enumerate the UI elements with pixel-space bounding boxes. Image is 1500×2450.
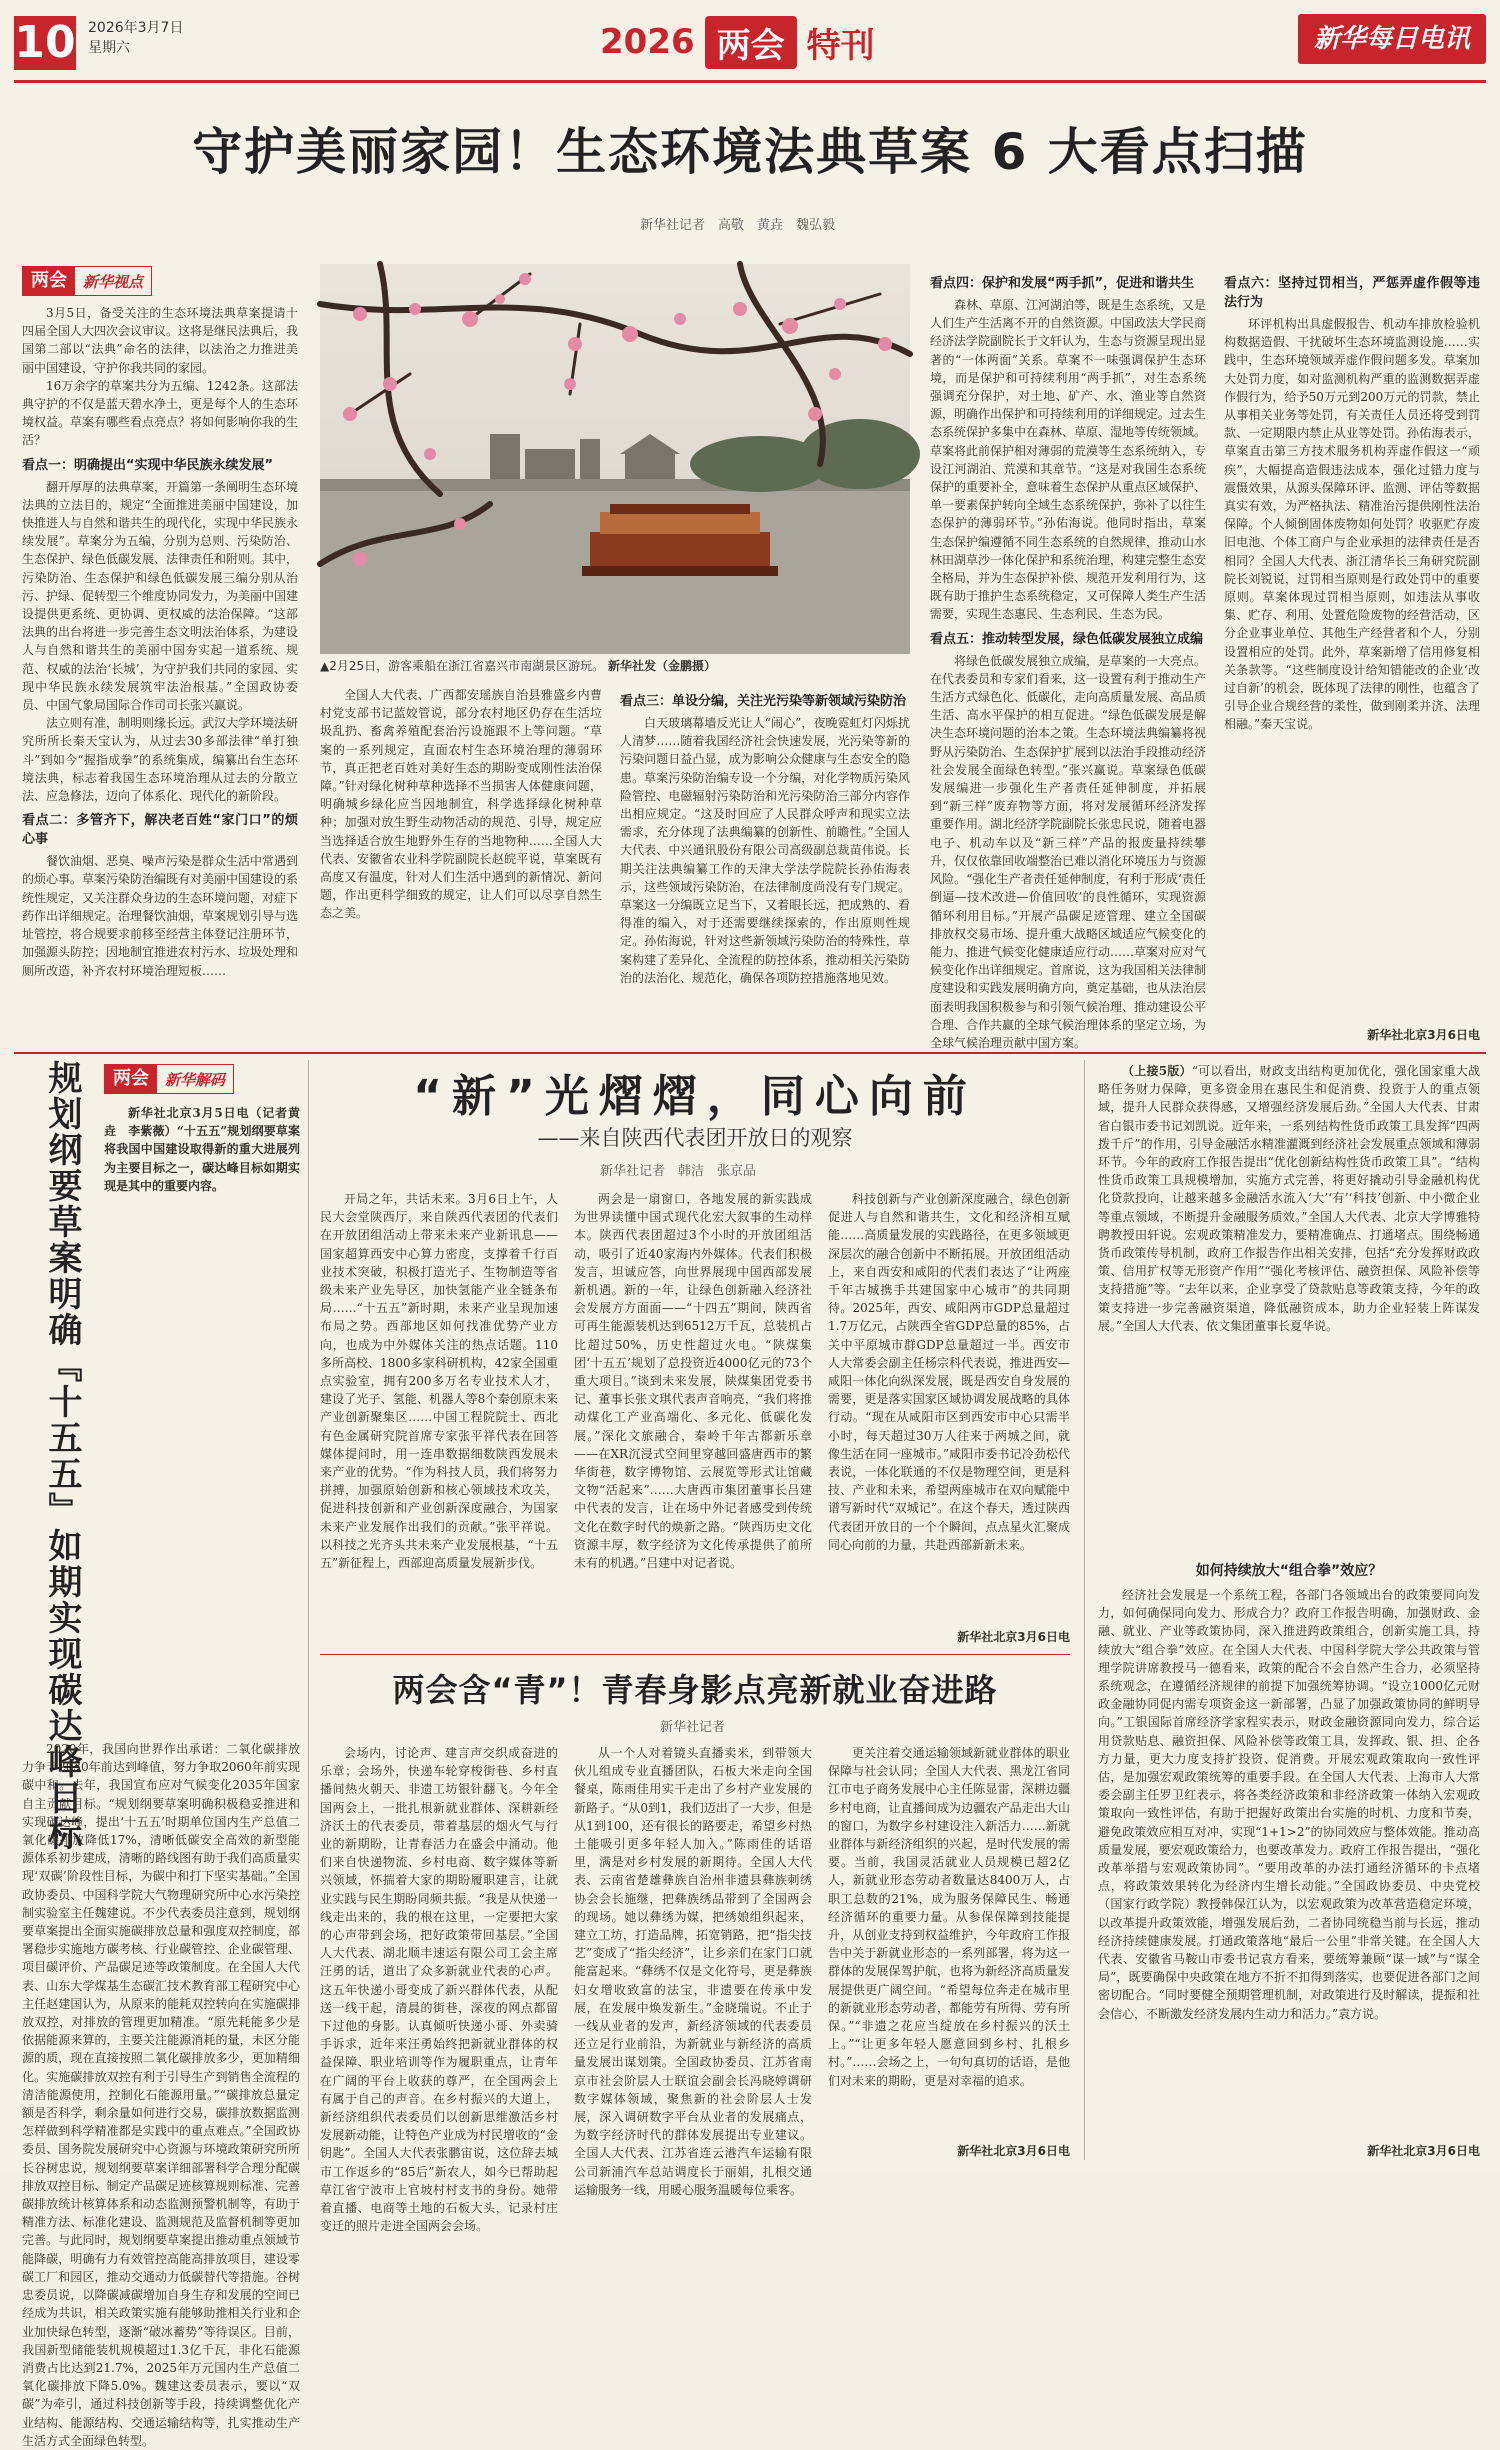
- article1-col2-text: 全国人大代表、广西都安瑶族自治县雅盛乡内曹村党支部书记蓝姣管说，部分农村地区仍存在生活垃圾乱扔、畜禽养殖配套治污设施跟不上等问题。“草案的一系列规定，直面农村生态环境治理的薄弱环节，真正把老百姓对美好生态的期盼变成刚性法治保障。”针对绿化树种草种选择不当损害人体健康问题，明确城乡绿化应当因地制宜，科学选择绿化树种草种；加强对放生野生动物活动的规范、引导，规定应当选择适合放生地野外生存的当地物种……全国人大代表、安徽省农业科学院副院长赵皖平说，草案既有高度又有温度，针对人们生活中遇到的新情况、新问题，作出更科学细致的规定，让人们可以尽享自然生态之美。: [320, 688, 602, 921]
- date-text: 2026年3月7日: [88, 20, 184, 36]
- article4-sign: 新华社北京3月6日电: [957, 2144, 1070, 2158]
- article1-intro2: 16万余字的草案共分为五编、1242条。这部法典守护的不仅是蓝天碧水净土，更是每个人的生态环境权益。草案有哪些看点亮点？将如何影响你我的生活？: [22, 378, 299, 448]
- article1-point1-text2: 法立则有准，制明则缘长远。武汉大学环境法研究所所长秦天宝认为，从过去30多部法律“单打独斗”到如今“握指成拳”的系统集成，编纂出台生态环境法典，标志着我国生态环境治理从过去的分散立法、应急修法，迈向了体系化、现代化的新阶段。: [22, 716, 299, 804]
- tag-column: 新华解码: [165, 1070, 226, 1089]
- column-divider: [308, 1060, 309, 2160]
- article1-point2-title: 看点二：多管齐下，解决老百姓“家门口”的烦心事: [22, 813, 298, 848]
- banner-lianghui: 两会: [705, 16, 797, 69]
- article4-text2: 从一个人对着镜头直播卖米，到带领大伙儿组成专业直播团队，石板大米走向全国餐桌，陈雨佳用实干走出了乡村产业发展的新路子。“从0到1，我们迈出了一大步，但是从1到100，还有很长的路要走，希望乡村热土能吸引更多年轻人加入。”陈雨佳的话语里，满是对乡村发展的新期待。全国人大代表、云南省楚雄彝族自治州非遗县彝族刺绣协会会长施继，把彝族绣品带到了全国两会的现场。她以彝绣为媒，把绣娘组织起来，建立工坊，打造品牌，拓宽销路，把“指尖技艺”变成了“指尖经济”，让乡亲们在家门口就能富起来。“彝绣不仅是文化符号，更是彝族妇女增收致富的法宝，非遗要在传承中发展，在发展中焕发新生。”金晓瑞说。不止于一线从业者的发声，新经济领域的代表委员还立足行业前沿，为新就业与新经济的高质量发展出谋划策。全国政协委员、江苏省南京市社会阶层人士联谊会副会长冯晓婷调研数字媒体领域，聚焦新的社会阶层人士发展，深入调研数字平台从业者的发展痛点，为数字经济时代的群体发展提出专业建议。全国人大代表、江苏省连云港汽车运输有限公司新浦汽车总站调度长于丽娟，扎根交通运输服务一线，用暖心服务温暖每位乘客。: [574, 1746, 812, 2197]
- page-header: [0, 0, 1500, 78]
- article5-subtitle-box: [1098, 1556, 1480, 1582]
- article4-col2: [574, 1744, 812, 2197]
- article1-col1: [22, 226, 298, 1046]
- article3-col3: [828, 1190, 1070, 1626]
- article3-byline: 新华社记者 韩洁 张京品: [600, 1164, 757, 1179]
- section-rule: [14, 1052, 1486, 1054]
- article4-byline: 新华社记者: [660, 1720, 726, 1735]
- article1-point3-title: 看点三：单设分编，关注光污染等新领域污染防治: [620, 694, 907, 709]
- article1-point6-title: 看点六：坚持过罚相当，严惩弄虚作假等违法行为: [1224, 276, 1480, 310]
- article3-subtitle: ——来自陕西代表团开放日的观察: [537, 1126, 853, 1150]
- article1-point3-text: 白天玻璃幕墙反光让人“闹心”，夜晚霓虹灯闪烁扰人清梦……随着我国经济社会快速发展，光污染等新的污染问题日益凸显，成为影响公众健康与生态安全的隐患。草案污染防治编专设一个分编，对化学物质污染风险管控、电磁辐射污染防治和光污染防治三部分内容作出相应规定。“这及时回应了人民群众呼声和现实立法需求，充分体现了法典编纂的创新性、前瞻性。”全国人大代表、中兴通讯股份有限公司高级副总裁苗伟说。长期关注法典编纂工作的天津大学法学院院长孙佑海表示，这些领域污染防治，在法律制度尚没有专门规定。草案这一分编既立足当下，又着眼长远，把成熟的、看得准的编入，对于还需要继续探索的，作出原则性规定。孙佑海说，针对这些新领域污染防治的特殊性，草案构建了差异化、全流程的防控体系，推动相关污染防治的法治化、规范化，确保各项防控措施落地见效。: [620, 716, 910, 985]
- article3-text3: 科技创新与产业创新深度融合，绿色创新促进人与自然和谐共生，文化和经济相互赋能……高质量发展的实践路径，在更多领域更深层次的融合创新中不断拓展。开放团组活动上，来自西安和咸阳的代表们表达了“让两座千年古城携手共建国家中心城市”的共同期待。2025年，西安、咸阳两市GDP总量超过1.7万亿元，占陕西全省GDP总量的85%，占关中平原城市群GDP总量超过一半。西安市人大常委会副主任杨宗科代表说，推进西安—咸阳一体化向纵深发展，既是西安自身发展的需要，更是落实国家区域协调发展战略的具体行动。“现在从咸阳市区到西安市中心只需半小时，每天超过30万人往来于两城之间，就像生活在同一座城市。”咸阳市委书记冷劲松代表说，一体化联通的不仅是物理空间，更是科技、产业和未来，希望两座城市在双向赋能中谱写新时代“双城记”。在这个春天，透过陕西代表团开放日的一个个瞬间，点点星火汇聚成同心向前的力量，共赴西部新新未来。: [828, 1192, 1070, 1552]
- article3-col2: [574, 1190, 812, 1648]
- article5-text2: 经济社会发展是一个系统工程，各部门各领域出台的政策要同向发力，如何确保同向发力、形成合力？政府工作报告明确，加强财政、金融、就业、产业等政策协同，深入推进跨政策组合，创新实施工具，持续放大“组合拳”效应。在全国人大代表、中国科学院大学公共政策与管理学院讲席教授马一德看来，政策的配合不会自然产生合力，必须坚持系统观念，在遵循经济规律的前提下加强统筹协调。“设立1000亿元财政金融协同促内需专项资金这一新部署，凸显了加强政策协同的鲜明导向。”工银国际首席经济学家程实表示，财政金融资源同向发力，综合运用贷款贴息、融资担保、风险补偿等政策工具，发挥政、银、担、企各方力量，更大力度支持扩投资、促消费。开展宏观政策取向一致性评估，是加强宏观政策统筹的重要手段。在全国人大代表、上海市人大常委会副主任罗卫红表示，将各类经济政策和非经济政策一体纳入宏观政策取向一致性评估，有助于把握好政策出台实施的时机、力度和节奏，避免政策效应相互对冲，实现“1+1>2”的协同效应与整体效能。推动高质量发展，要宏观政策给力，也要改革发力。政府工作报告提出，“强化改革举措与宏观政策协同”。“要用改革的办法打通经济循环的卡点堵点，将政策效果转化为经济内生增长动能。”全国政协委员、中央党校（国家行政学院）教授韩保江认为，以宏观政策为改革营造稳定环境，以改革提升政策效能，增强发展后劲，二者协同统稳当前与长远，推动经济持续健康发展。打通政策落地“最后一公里”非常关键。在全国人大代表、安徽省马鞍山市委书记袁方看来，要统筹兼顾“谋一域”与“谋全局”，既要确保中央政策在地方不折不扣得到落实，也要促进各部门之间密切配合。“同时要健全预期管理机制，对政策进行及时解读，提振和社会信心，不断激发经济发展内生动力和活力。”袁方说。: [1098, 1588, 1480, 2021]
- article1-point1-text: 翻开厚厚的法典草案，开篇第一条阐明生态环境法典的立法目的，规定“全面推进美丽中国建设，加快推进人与自然和谐共生的现代化，实现中华民族永续发展”。草案分为五编，分别为总则、污染防治、生态保护、绿色低碳发展、法律责任和附则。其中，污染防治、生态保护和绿色低碳发展三编分别从治污、护绿、促转型三个维度协同发力，为美丽中国建设提供更系统、更协调、更权威的法治保障。“这部法典的出台将进一步完善生态文明法治体系，为建设人与自然和谐共生的美丽中国夯实起一道系统、规范、权威的法治‘长城’，为守护我们共同的家园、实现中华民族永续发展筑牢法治根基。”全国政协委员、中国气象局国际合作司司长张兴赢说。: [22, 479, 299, 713]
- article5-sign-box: [1098, 2142, 1480, 2162]
- article1-sign: 新华社北京3月6日电: [1367, 1028, 1480, 1042]
- article1-point1-title: 看点一：明确提出“实现中华民族永续发展”: [22, 457, 274, 473]
- banner-special: 特刊: [806, 25, 875, 66]
- photo-caption: [320, 657, 910, 675]
- article1-intro: 3月5日，备受关注的生态环境法典草案提请十四届全国人大四次会议审议。这将是继民法典后，我国第二部以“法典”命名的法律，以法治之力推进美丽中国建设，守护你我共同的家园。: [22, 306, 299, 375]
- article4-sign-box: [828, 2142, 1070, 2162]
- article4-col1: [320, 1744, 558, 2234]
- news-photo: [320, 264, 910, 654]
- article5-col2: [1098, 1586, 1480, 2140]
- article2-vertical-title: 规划纲要草案明确『十五五』如期实现碳达峰目标: [42, 1060, 82, 1852]
- caption-text: ▲2月25日，游客乘船在浙江省嘉兴市南湖景区游玩。: [320, 659, 605, 673]
- article5-text1: “可以看出，财政支出结构更加优化，强化国家重大战略任务财力保障，更多资金用在惠民生和促消费、投资于人的重点领域，提升人民群众获得感，又增强经济发展后劲。”全国人大代表、甘肃省白银市委书记刘凯说。近年来，一系列结构性货币政策工具发挥“四两拨千斤”的作用，引导金融活水精准灌溉到经济社会发展重点领域和薄弱环节。今年的政府工作报告提出“优化创新结构性货币政策工具”。“结构性货币政策工具规模增加，实施方式完善，将更好撬动引导金融机构优化贷款投向，让越来越多金融活水流入‘大’‘有’‘科技’创新、中小微企业等重点领域，不断提升金融服务质效。”全国人大代表、北京大学博雅特聘教授田轩说。宏观政策精准发力，要精准确点、打通堵点。围绕畅通货币政策传导机制，政府工作报告作出相关安排，包括“充分发挥财政政策、信用扩权等无形资产作用”“强化考核评估、融资担保、风险补偿等支持措施”等。“去年以来，企业享受了贷款贴息等政策支持，今年的政策支持进一步完善融资渠道，降低融资成本，助力企业轻装上阵谋发展。”全国人大代表、依文集团董事长夏华说。: [1098, 1064, 1480, 1333]
- article4-text3: 更关注着交通运输领域新就业群体的职业保障与社会认同；全国人大代表、黑龙江省同江市电子商务发展中心主任陈显雷，深耕边疆乡村电商，让直播间成为边疆农产品走出大山的窗口，为数字乡村建设注入新活力……新就业群体与新经济组织的兴起，是时代发展的需要。当前，我国灵活就业人员规模已超2亿人，新就业形态劳动者数量达8400万人，占职工总数的21%，成为服务保障民生、畅通经济循环的重要力量。从参保保障到技能提升，从创业支持到权益维护，今年政府工作报告中关于新就业形态的一系列部署，将为这一群体的发展保驾护航，也将为新经济高质量发展提供更广阔空间。“希望每位奔走在城市里的新就业形态劳动者，都能劳有所得、劳有所保。”“非遗之花应当绽放在乡村振兴的沃土上。”“让更多年轻人愿意回到乡村、扎根乡村。”……会场之上，一句句真切的话语，是他们对未来的期盼，更是对幸福的追求。: [828, 1746, 1070, 2088]
- article2-lead: 新华社北京3月5日电（记者黄垚 李紫薇）“十五五”规划纲要草案将我国中国建设取得新的重大进展列为主要目标之一，碳达峰目标如期实现是其中的重要内容。: [104, 1106, 300, 1193]
- article1-col3: [620, 686, 910, 1048]
- article5-head-note: （上接5版）: [1122, 1064, 1192, 1078]
- article3-sign: 新华社北京3月6日电: [957, 1630, 1070, 1644]
- article1-title: 守护美丽家园！生态环境法典草案 6 大看点扫描: [192, 123, 1308, 181]
- article1-col5: [1224, 268, 1480, 1028]
- article4-title: 两会含“青”！青春身影点亮新就业奋进路: [392, 1671, 998, 1709]
- article1-point4-title: 看点四：保护和发展“两手抓”，促进和谐共生: [930, 276, 1195, 291]
- article1-sign-box: [1224, 1026, 1480, 1048]
- article1-col4: [930, 268, 1206, 1048]
- article1-point6-text: 环评机构出具虚假报告、机动车排放检验机构数据造假、干扰破坏生态环境监测设施……实践中，生态环境领域弄虚作假问题多发。草案加大处罚力度，如对监测机构严重的监测数据弄虚作假行为，给予50万元到200万元的罚款，禁止从事相关业务等处罚，有关责任人员还将受到罚款、一定期限内禁止从业等处罚。孙佑海表示，草案直击第三方技术服务机构弄虚作假这一“顽疾”，大幅提高造假违法成本，强化过错力度与震慑效果，从源头保障环评、监测、评估等数据真实有效，为严格执法、精准治污提供刚性法治保障。个人倾倒固体废物如何处罚？收驱贮存废旧电池、个体工商户与企业承担的法律责任是否相同？全国人大代表、浙江清华长三角研究院副院长刘锐说，过罚相当原则是行政处罚中的重要原则。草案体现过罚相当原则，如违法从事收集、贮存、利用、处置危险废物的经营活动，区分企业事业单位、其他生产经营者和个人，分别设置相应的处罚。此外，草案新增了信用修复相关条款等。“这些制度设计给知错能改的企业‘改过自新’的机会，既体现了法律的刚性，也蕴含了引导企业合规经营的柔性，做到刚柔并济、法理相融。”秦天宝说。: [1224, 317, 1480, 732]
- special-edition-banner: [600, 12, 875, 72]
- article5-subtitle: 如何持续放大“组合拳”效应？: [1195, 1563, 1383, 1579]
- article2-col1: [104, 1104, 300, 1734]
- article4-col3: [828, 1744, 1070, 2140]
- issue-date: [88, 18, 183, 58]
- article4-text1: 会场内，讨论声、建言声交织成奋进的乐章；会场外，快递车轮穿梭街巷、乡村直播间热火朝天、非遗工坊银针翻飞。今年全国两会上，一批扎根新就业群体、深耕新经济沃土的代表委员，带着基层的烟火气与行业的新期盼，让青春活力在盛会中涌动。他们来自快递物流、乡村电商、数字媒体等新兴领域，怀揣着大家的期盼履职建言，让就业实践与民生期盼同频共振。“我是从快递一线走出来的，我的根在这里，一定要把大家的心声带到会场，把好政策带回基层。”全国人大代表、湖北顺丰速运有限公司工会主席汪勇的话，道出了众多新就业代表的心声。这五年快递小哥变成了新兴群体代表，从配送一线干起，清晨的街巷，深夜的网点都留下过他的身影。认真倾听快递小哥、外卖骑手诉求，近年来汪勇始终把新就业群体的权益保障、职业培训等作为履职重点，让青年在广阔的平台上收获的尊严，在全国两会上有属于自己的声音。在乡村振兴的大道上，新经济组织代表委员们以创新思维激活乡村发展新动能，让特色产业成为村民增收的“金钥匙”。全国人大代表张鹏宙说，这位辞去城市工作返乡的“85后”新农人，如今已帮助起草江省宁波市上官坡村村支书的身份。她带着直播、电商等土地的石板大头，记录村庄变迁的照片走进全国两会会场。: [320, 1746, 558, 2234]
- caption-credit: 新华社发（金鹏摄）: [607, 659, 716, 673]
- column-divider: [1084, 1060, 1085, 2160]
- banner-year: 2026: [600, 22, 695, 62]
- tag-lianghui: 两会: [23, 267, 75, 295]
- article5-col1: [1098, 1062, 1480, 1554]
- article2-text: 2020年，我国向世界作出承诺：二氧化碳排放力争于2030年前达到峰值，努力争取2060年前实现碳中和。去年，我国宣布应对气候变化2035年国家自主贡献目标。“规划纲要草案明确积极稳妥推进和实现碳达峰，提出‘十五五’时期单位国内生产总值二氧化碳排放降低17%，清晰低碳安全高效的新型能源体系初步建成，清晰的路线图有助于我们高质量实现‘双碳’阶段性目标，为碳中和打下坚实基础。”全国政协委员、中国科学院大气物理研究所中心水污染控制实验室主任魏建说。不少代表委员注意到，规划纲要草案提出全面实施碳排放总量和强度双控制度，部署稳步实施地方碳考核、行业碳管控、企业碳管理、项目碳评价、产品碳足迹等政策制度。在全国人大代表、山东大学煤基生态碳汇技术教育部工程研究中心主任赵建国认为，从原来的能耗双控转向在实施碳排放双控，对排放的管理更加精准。“原先耗能多少是依据能源来算的，主要关注能源消耗的量，未区分能源的质，现在直接按照二氧化碳排放多少，更加精细化。实施碳排放双控有利于引导生产到销售全流程的清洁能源使用，控制化石能源用量。”“碳排放总量定额是否科学，剩余量如何进行交易，碳排放数据监测怎样做到科学精准都是实践中的重点难点。”全国政协委员、国务院发展研究中心资源与环境政策研究所所长谷树忠说，规划纲要草案详细部署科学合理分配碳排放双控目标、制定产品碳足迹核算规则标准、完善碳排放统计核算体系和动态监测预警机制等，有助于精准方法、标准化建设、监测规范及监督机制等更加完善。与此同时，规划纲要草案提出推动重点领域节能降碳，明确有力有效管控高能高排放项目，建设零碳工厂和园区，推动交通动力低碳替代等措施。谷树忠委员说，以降碳减碳增加自身生存和发展的空间已经成为共识，相关政策实施有能够助推相关行业和企业加快绿色转型，逐渐“破冰蓄势”等待误区。目前，我国新型储能装机规模超过1.3亿千瓦，非化石能源消费占比达到21.7%，2025年万元国内生产总值二氧化碳排放下降5.0%。魏建这委员表示，要以“双碳”为牵引，通过科技创新等手段，持续调整优化产业结构、能源结构、交通运输结构等，扎实推动生产生活方式全面绿色转型。: [22, 1742, 300, 2448]
- article1-point4-text: 森林、草原、江河湖泊等，既是生态系统，又是人们生产生活离不开的自然资源。中国政法大学民商经济法学院副院长于文轩认为，生态与资源呈现出显著的“一体两面”关系。草案不一味强调保护生态环境，而是保护和可持续利用“两手抓”，对生态系统强调充分保护，对土地、矿产、水、渔业等自然资源，明确作出保护和可持续利用的详细规定。过去生态系统保护多集中在森林、草原、湿地等传统领域。草案将此前保护相对薄弱的荒漠等生态系统纳入，专设江河湖泊、荒漠和其章节。“这是对我国生态系统保护的重要补全，意味着生态保护从重点区域保护、单一要素保护转向全域生态系统保护，弥补了以往生态保护的薄弱环节。”孙佑海说。他同时指出，草案生态保护编遵循不同生态系统的自然规律，推动山水林田湖草沙一体化保护和系统治理，构建完整生态安全格局，并为生态保护补偿、规范开发利用行为，这既有助于推护生态系统稳定，又可保障人类生产生活需要，实现生态惠民、生态利民、生态为民。: [930, 298, 1207, 622]
- brand-logo: 新华每日电讯: [1298, 14, 1486, 64]
- article5-sign: 新华社北京3月6日电: [1367, 2144, 1480, 2158]
- article3-text2: 两会是一扇窗口，各地发展的新实践成为世界读懂中国式现代化宏大叙事的生动样本。陕西代表团超过3个小时的开放团组活动，吸引了近40家海内外媒体。代表们积极发言，坦诚应答，向世界展现中国西部发展新机遇。新的一年，让绿色创新融入经济社会发展方方面面——“十四五”期间，陕西省可再生能源装机达到6512万千瓦，总装机占比超过50%，历史性超过火电。“陕煤集团‘十五五’规划了总投资近4000亿元的73个重大项目。”谈到未来发展，陕煤集团党委书记、董事长张文琪代表声音响亮，“我们将推动煤化工产业高端化、多元化、低碳化发展。”深化文旅融合，秦岭千年古都新乐章——在XR沉浸式空间里穿越回盛唐西市的繁华街巷，数字博物馆、云展览等形式让馆藏文物“活起来”……大唐西市集团董事长吕建中代表的发言，让在场中外记者感受到传统文化在数字时代的焕新之路。“陕西历史文化资源丰厚，数字经济为文化传承提供了前所未有的机遇。”吕建中对记者说。: [574, 1192, 812, 1571]
- article1-point5-text: 将绿色低碳发展独立成编，是草案的一大亮点。在代表委员和专家们看来，这一设置有利于推动生产生活方式绿色化、低碳化，走向高质量发展、高品质生活、高水平保护的相互促进。“绿色低碳发展是解决生态环境问题的治本之策。生态环境法典编纂将视野从污染防治、生态保护扩展到以法治手段推动经济社会发展全面绿色转型。”张兴赢说。草案绿色低碳发展编进一步强化生产者责任延伸制度，并拓展到“新三样”废弃物等方面，将对发展循环经济发挥重要作用。湖北经济学院副院长张忠民说，随着电器电子、机动车以及“新三样”产品的报废量持续攀升，仅仅依靠回收端整治已难以消化环境压力与资源风险。“强化生产者责任延伸制度，有利于形成‘责任倒逼—技术改进—价值回收’的良性循环，实现资源循环利用目标。”开展产品碳足迹管理、建立全国碳排放权交易市场、提升重大战略区域适应气候变化的能力、推进气候变化健康适应行动……草案对应对气候变化作出详细规定。首席说，这为我国相关法律制度建设和实践发展明确方向，奠定基础，也从法治层面表明我国积极参与和引领气候治理、推动建设公平合理、合作共赢的全球气候治理体系的坚定立场，为全球气候治理贡献中国方案。: [930, 653, 1207, 1050]
- article-divider: [320, 1654, 1070, 1655]
- page-number: 10: [14, 17, 76, 68]
- article2-tag: [104, 1064, 234, 1094]
- article2-col2: [22, 1740, 300, 2448]
- weekday-text: 星期六: [88, 40, 130, 56]
- article3-col1: [320, 1190, 558, 1648]
- article1-point2-text: 餐饮油烟、恶臭、噪声污染是群众生活中常遇到的烦心事。草案污染防治编既有对美丽中国建设的系统性规定，又关注群众身边的生态环境问题，对症下药作出详细规定。治理餐饮油烟，草案规划引导与选址管控，将合规要求前移至经营主体登记注册环节，加强源头防控；因地制宜推进农村污水、垃圾处理和厕所改造，补齐农村环境治理短板……: [22, 854, 299, 978]
- header-rule: [14, 80, 1486, 83]
- article3-text1: 开局之年，共话未来。3月6日上午，人民大会堂陕西厅，来自陕西代表团的代表们在开放团组活动上带来未来产业新讯息——国家超算西安中心算力密度，支撑着千行百业技术突破，积极打造光子、生物制造等省级未来产业先导区，加快氢能产业全链条布局……“十五五”新时期，未来产业呈现加速布局之势。西部地区如何找准优势产业方向，也成为中外媒体关注的热点话题。110多所高校、1800多家科研机构，42家全国重点实验室，拥有200多万名专业技术人才，建设了光子、氢能、机器人等8个秦创原未来产业创新聚集区……中国工程院院士、西北有色金属研究院首席专家张平祥代表在回答媒体提问时，用一连串数据细数陕西发展未来产业的优势。“作为科技人员，我们将努力拼搏，加强原始创新和核心领域技术攻关，促进科技创新和产业创新深度融合，为国家未来产业发展作出我们的贡献。”张平祥说。以科技之光齐头共未来产业发展根基，“十五五”新征程上，西部迎高质量发展新步伐。: [320, 1192, 558, 1571]
- tag-column: 新华视点: [83, 272, 144, 291]
- tag-lianghui: 两会: [105, 1065, 157, 1093]
- article1-point5-title: 看点五：推动转型发展，绿色低碳发展独立成编: [930, 631, 1204, 647]
- article3-sign-box: [828, 1628, 1070, 1648]
- article1-col2: [320, 686, 602, 1048]
- lake-boat-photo: [320, 264, 910, 654]
- article1-byline: 新华社记者 高敬 黄垚 魏弘毅: [640, 218, 836, 233]
- article3-title: “新”光熠熠，同心向前: [413, 1071, 977, 1122]
